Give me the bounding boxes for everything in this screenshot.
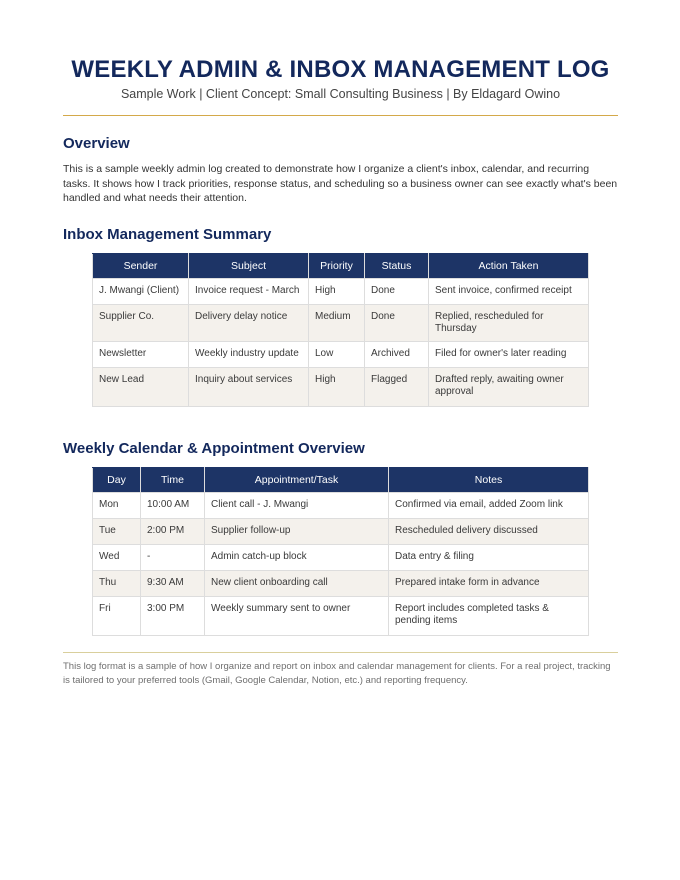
- table-cell: Weekly summary sent to owner: [205, 596, 389, 635]
- table-row: [93, 596, 589, 635]
- table-cell: Filed for owner's later reading: [429, 341, 589, 367]
- table-cell: Thu: [93, 570, 141, 596]
- table-row: [93, 278, 589, 304]
- calendar-overview-table: [92, 467, 589, 636]
- document-title: WEEKLY ADMIN & INBOX MANAGEMENT LOG: [71, 56, 610, 83]
- table-cell: 2:00 PM: [141, 518, 205, 544]
- table-cell: Mon: [93, 492, 141, 518]
- table-cell: 10:00 AM: [141, 492, 205, 518]
- table-cell: Flagged: [365, 367, 429, 406]
- table-cell: New Lead: [93, 367, 189, 406]
- table-cell: Supplier Co.: [93, 304, 189, 341]
- table-cell: Confirmed via email, added Zoom link: [389, 492, 589, 518]
- table-cell: Invoice request - March: [189, 278, 309, 304]
- table-cell: Drafted reply, awaiting owner approval: [429, 367, 589, 406]
- table-cell: Supplier follow-up: [205, 518, 389, 544]
- column-header-priority: Priority: [309, 253, 365, 278]
- table-cell: Done: [365, 304, 429, 341]
- table-row: [93, 304, 589, 341]
- table-cell: Delivery delay notice: [189, 304, 309, 341]
- footer-note: This log format is a sample of how I organize and report on inbox and calendar management for clients. For a real project, tracking is tailored to your preferred tools (Gmail, Google Calendar, Notion, etc.) and reporting frequency.: [63, 660, 611, 686]
- table-cell: Data entry & filing: [389, 544, 589, 570]
- table-cell: Inquiry about services: [189, 367, 309, 406]
- table-cell: High: [309, 367, 365, 406]
- table-cell: Client call - J. Mwangi: [205, 492, 389, 518]
- table-cell: Archived: [365, 341, 429, 367]
- column-header-sender: Sender: [93, 253, 189, 278]
- table-cell: Done: [365, 278, 429, 304]
- column-header-time: Time: [141, 467, 205, 492]
- table-row: [93, 570, 589, 596]
- table-cell: Medium: [309, 304, 365, 341]
- column-header-status: Status: [365, 253, 429, 278]
- table-cell: 3:00 PM: [141, 596, 205, 635]
- document-page: [63, 0, 618, 689]
- table-row: [93, 492, 589, 518]
- table-row: [93, 544, 589, 570]
- table-cell: Sent invoice, confirmed receipt: [429, 278, 589, 304]
- table-cell: Report includes completed tasks & pending items: [389, 596, 589, 635]
- column-header-notes: Notes: [389, 467, 589, 492]
- table-cell: Tue: [93, 518, 141, 544]
- column-header-action-taken: Action Taken: [429, 253, 589, 278]
- table-row: [93, 341, 589, 367]
- table-cell: Wed: [93, 544, 141, 570]
- document-subtitle: Sample Work | Client Concept: Small Consulting Business | By Eldagard Owino: [120, 87, 561, 101]
- table-header-row: [93, 253, 589, 278]
- header-divider: [63, 115, 618, 116]
- table-cell: Fri: [93, 596, 141, 635]
- table-cell: Low: [309, 341, 365, 367]
- table-cell: Weekly industry update: [189, 341, 309, 367]
- calendar-overview-heading: Weekly Calendar & Appointment Overview: [63, 439, 365, 457]
- overview-paragraph: This is a sample weekly admin log created to demonstrate how I organize a client's inbox, calendar, and recurring tasks. It shows how I track priorities, response status, and scheduling so a business owner can see exactly what's been handled and what needs their attention.: [63, 163, 618, 204]
- table-cell: Replied, rescheduled for Thursday: [429, 304, 589, 341]
- table-cell: Newsletter: [93, 341, 189, 367]
- table-cell: J. Mwangi (Client): [93, 278, 189, 304]
- column-header-subject: Subject: [189, 253, 309, 278]
- table-row: [93, 518, 589, 544]
- table-cell: Prepared intake form in advance: [389, 570, 589, 596]
- table-row: [93, 367, 589, 406]
- inbox-summary-heading: Inbox Management Summary: [63, 225, 272, 243]
- overview-heading: Overview: [63, 135, 130, 152]
- table-cell: Admin catch-up block: [205, 544, 389, 570]
- inbox-summary-table: [92, 253, 589, 407]
- table-header-row: [93, 467, 589, 492]
- footer-divider: [63, 652, 618, 653]
- table-cell: New client onboarding call: [205, 570, 389, 596]
- table-cell: -: [141, 544, 205, 570]
- column-header-day: Day: [93, 467, 141, 492]
- table-cell: 9:30 AM: [141, 570, 205, 596]
- table-cell: High: [309, 278, 365, 304]
- column-header-appointment-task: Appointment/Task: [205, 467, 389, 492]
- table-cell: Rescheduled delivery discussed: [389, 518, 589, 544]
